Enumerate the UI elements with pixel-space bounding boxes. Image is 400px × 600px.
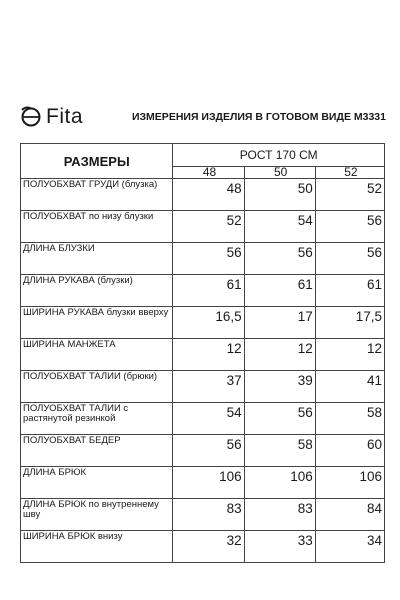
brand-name: Fita — [46, 105, 84, 128]
measurement-value: 17,5 — [315, 307, 384, 339]
measurement-value: 60 — [315, 435, 384, 467]
measurement-value: 41 — [315, 371, 384, 403]
measurement-label: ПОЛУОБХВАТ БЕДЕР — [21, 435, 173, 467]
size-header-cell: 52 — [315, 167, 384, 179]
measurement-value: 61 — [173, 275, 244, 307]
measurement-value: 106 — [315, 467, 384, 499]
measurement-value: 56 — [244, 403, 315, 435]
table-row — [21, 211, 385, 243]
measurement-label: ШИРИНА МАНЖЕТА — [21, 339, 173, 371]
measurement-value: 61 — [244, 275, 315, 307]
table-row — [21, 371, 385, 403]
table-row — [21, 467, 385, 499]
measurement-value: 83 — [244, 499, 315, 531]
measurement-value: 16,5 — [173, 307, 244, 339]
height-group-header: РОСТ 170 СМ — [173, 144, 385, 167]
measurement-value: 58 — [315, 403, 384, 435]
measurement-value: 54 — [244, 211, 315, 243]
measurement-value: 106 — [244, 467, 315, 499]
measurement-value: 33 — [244, 531, 315, 563]
measurement-label: ПОЛУОБХВАТ по низу блузки — [21, 211, 173, 243]
table-row — [21, 179, 385, 211]
measurement-value: 83 — [173, 499, 244, 531]
table-row — [21, 339, 385, 371]
table-row — [21, 307, 385, 339]
size-chart-table — [20, 143, 385, 563]
brand-mark-icon — [20, 106, 42, 128]
table-row — [21, 403, 385, 435]
measurement-label: ШИРИНА РУКАВА блузки вверху — [21, 307, 173, 339]
measurement-value: 56 — [173, 243, 244, 275]
measurement-value: 37 — [173, 371, 244, 403]
table-row — [21, 531, 385, 563]
measurement-value: 56 — [244, 243, 315, 275]
measurement-value: 52 — [315, 179, 384, 211]
measurement-value: 56 — [315, 211, 384, 243]
document-header — [20, 106, 386, 128]
measurement-label: ДЛИНА БРЮК — [21, 467, 173, 499]
measurement-value: 50 — [244, 179, 315, 211]
measurement-value: 32 — [173, 531, 244, 563]
brand-logo — [20, 106, 83, 128]
table-body — [21, 179, 385, 563]
measurement-value: 12 — [315, 339, 384, 371]
table-row — [21, 435, 385, 467]
measurement-value: 56 — [315, 243, 384, 275]
measurement-value: 12 — [244, 339, 315, 371]
measurement-value: 39 — [244, 371, 315, 403]
size-header-cell: 48 — [173, 167, 244, 179]
measurement-label: ДЛИНА БРЮК по внутреннему шву — [21, 499, 173, 531]
table-header-row — [21, 144, 385, 167]
measurement-label: ПОЛУОБХВАТ ГРУДИ (блузка) — [21, 179, 173, 211]
measurement-label: ШИРИНА БРЮК внизу — [21, 531, 173, 563]
measurement-value: 56 — [173, 435, 244, 467]
sizes-header: РАЗМЕРЫ — [21, 144, 173, 179]
measurement-label: ПОЛУОБХВАТ ТАЛИИ (брюки) — [21, 371, 173, 403]
table-row — [21, 499, 385, 531]
measurement-value: 54 — [173, 403, 244, 435]
document-title: ИЗМЕРЕНИЯ ИЗДЕЛИЯ В ГОТОВОМ ВИДЕ М3331 — [131, 111, 386, 123]
measurement-value: 106 — [173, 467, 244, 499]
measurement-label: ДЛИНА БЛУЗКИ — [21, 243, 173, 275]
size-header-cell: 50 — [244, 167, 315, 179]
table-row — [21, 275, 385, 307]
measurement-value: 84 — [315, 499, 384, 531]
measurement-value: 52 — [173, 211, 244, 243]
measurement-value: 58 — [244, 435, 315, 467]
measurement-value: 61 — [315, 275, 384, 307]
measurement-value: 12 — [173, 339, 244, 371]
measurement-label: ПОЛУОБХВАТ ТАЛИИ с растянутой резинкой — [21, 403, 173, 435]
measurement-value: 34 — [315, 531, 384, 563]
measurement-value: 48 — [173, 179, 244, 211]
table-row — [21, 243, 385, 275]
measurement-value: 17 — [244, 307, 315, 339]
measurement-label: ДЛИНА РУКАВА (блузки) — [21, 275, 173, 307]
